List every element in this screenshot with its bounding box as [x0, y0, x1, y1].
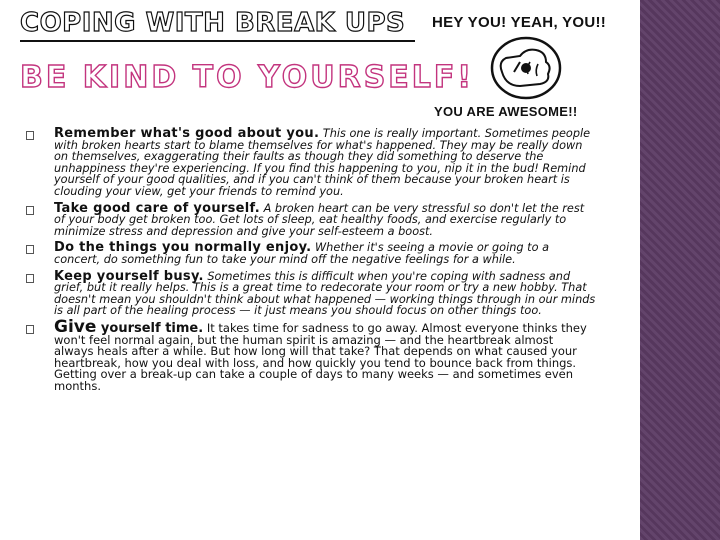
decorative-sidebar — [640, 0, 720, 540]
item-lead: Do the things you normally enjoy. — [54, 240, 312, 256]
item-lead-first: Give — [54, 316, 97, 337]
bullet-icon — [26, 274, 34, 283]
list-item — [26, 200, 596, 238]
slide-subtitle: BE KIND TO YOURSELF! — [20, 60, 475, 95]
item-body: This one is really important. Sometimes people with broken hearts start to blame themselves for what's happened. They may be really down on themselves, exaggerating their faults as though they did something to deserve the unhappiness they're experiencing. If you find this happening to you, nip it in the bud! Remind yourself of your good qualities, and if you can't think of them because your broken heart is clouding your view, get your friends to remind you. — [54, 127, 591, 198]
item-lead: Keep yourself busy. — [54, 268, 204, 284]
clipart-bottom-text: YOU ARE AWESOME!! — [434, 104, 578, 119]
item-body: Whether it's seeing a movie or going to a concert, do something fun to take your mind off the negative feelings for a while. — [54, 241, 549, 266]
clipart-top-text: HEY YOU! YEAH, YOU!! — [432, 14, 607, 31]
item-lead: yourself time. — [96, 320, 204, 336]
bullet-icon — [26, 325, 34, 334]
item-lead: Remember what's good about you. — [54, 126, 320, 141]
list-item — [26, 128, 596, 198]
item-body: It takes time for sadness to go away. Almost everyone thinks they won't feel normal again, but the human spirit is amazing — and the heartbreak almost always heals after a while. But how long will that take? That depends on what caused your heartbreak, how you deal with loss, and how quickly you tend to bounce back from things. Getting over a break-up can take a couple of days to many weeks — and sometimes even months. — [54, 320, 587, 393]
page-title: COPING WITH BREAK UPS — [20, 8, 406, 38]
item-body: A broken heart can be very stressful so don't let the rest of your body get broken too. Get lots of sleep, eat healthy foods, and exercise regularly to minimize stress and depression and give your self-esteem a boost. — [54, 201, 585, 238]
bullet-icon — [26, 245, 34, 254]
bullet-icon — [26, 206, 34, 215]
list-item — [26, 316, 596, 393]
item-body: Sometimes this is difficult when you're coping with sadness and grief, but it really helps. This is a great time to redecorate your room or try a new hobby. That doesn't mean you shouldn't think about what happened — working things through in our minds is all part of the healing process — it just means you should focus on other things too. — [54, 269, 596, 318]
pointing-hand-icon — [480, 32, 572, 104]
bullet-icon — [26, 131, 34, 140]
bullet-list — [26, 128, 596, 397]
awesome-clipart — [428, 8, 628, 120]
item-lead: Take good care of yourself. — [54, 200, 261, 216]
list-item — [26, 268, 596, 318]
title-underline — [20, 40, 415, 42]
list-item — [26, 242, 596, 265]
